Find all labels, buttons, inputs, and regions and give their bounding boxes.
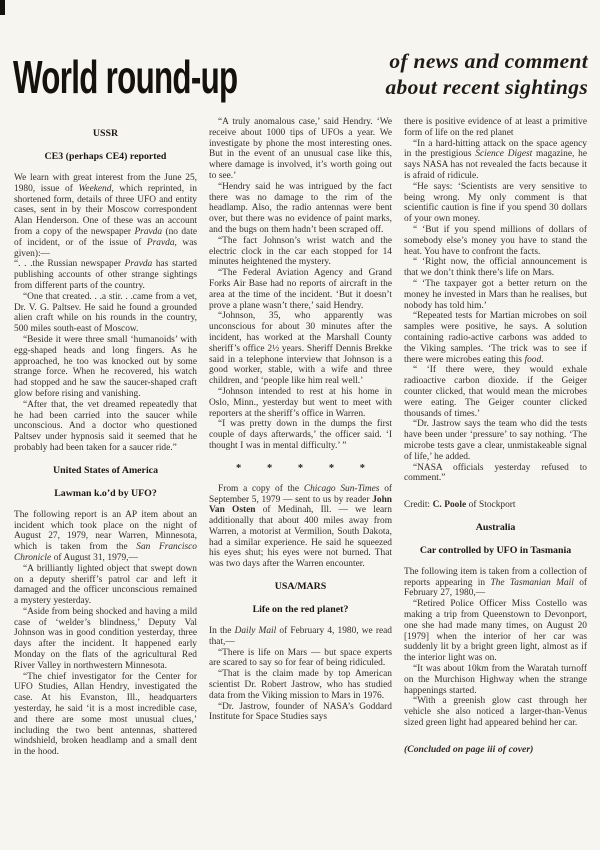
subtitle-line-1: of news and comment: [389, 49, 588, 73]
section-heading: USSR: [92, 128, 119, 139]
column-2: [209, 114, 392, 723]
scan-artifact-mark: [0, 0, 5, 15]
paragraph: “ ‘Right now, the official announcement is that we don’t think there’s life on Mars.: [404, 257, 587, 279]
paragraph: In the Daily Mail of February 4, 1980, we read that,—: [209, 626, 392, 647]
paragraph: “Retired Police Officer Miss Costello was making a trip from Queenstown to Devonport, one she had made many times, on August 20 [1979] when the interior of her car was suddenly lit by a bright green light, almost as if the interior light was on.: [404, 599, 587, 664]
paragraph: “Repeated tests for Martian microbes on soil samples were positive, he says. A solution containing radio-active carbons was added to the Viking samples. ‘The trick was to see if there were microbes eating this food.: [404, 311, 587, 365]
paragraph: “I was pretty down in the dumps the first couple of days afterwards,’ the officer said. ‘I thought I was in mental difficulty.’ ”: [209, 419, 392, 451]
paragraph: “Johnson intended to rest at his home in Oslo, Minn., yesterday but went to meet with reporters at the sheriff’s office in Warren.: [209, 386, 392, 419]
section-heading: Lawman k.o’d by UFO?: [54, 487, 157, 499]
page-title: World round-up: [13, 51, 238, 103]
column-3: [404, 114, 587, 756]
paragraph: “The chief investigator for the Center for UFO Studies, Allan Hendry, investigated the case. At his Evanston, Ill., headquarters yesterday, he said ‘it is a most incredible case, and there are some most unusual clues,’ including the two bent antennas, shattered windshield, broken headlamp and a small dent in the hood.: [14, 671, 197, 758]
paragraph: “That is the claim made by top American scientist Dr. Robert Jastrow, who has studied data from the Viking mission to Mars in 1976.: [209, 669, 392, 701]
section-heading: United States of America: [52, 464, 159, 476]
section-heading: Life on the red planet?: [252, 604, 349, 616]
asterisk-separator: [209, 463, 392, 474]
section-heading: CE3 (perhaps CE4) reported: [44, 151, 167, 162]
paragraph: “A brilliantly lighted object that swept down on a deputy sheriff’s patrol car and left it damaged and the officer unconscious remained a mystery yesterday.: [14, 563, 197, 607]
asterisk: *: [266, 462, 273, 474]
credit-line: Credit: C. Poole of Stockport: [404, 500, 516, 511]
asterisk: *: [328, 462, 335, 474]
paragraph: “. . .the Russian newspaper Pravda has started publishing accounts of other strange sightings from different parts of the country.: [14, 259, 197, 291]
paragraph: “In a hard-hitting attack on the space agency in the prestigious Science Digest magazine, he says NASA has not revealed the facts because it is afraid of ridicule.: [404, 138, 587, 181]
paragraph: “The fact Johnson’s wrist watch and the electric clock in the car each stopped for 14 minutes heightened the mystery.: [209, 235, 392, 268]
paragraph: “Johnson, 35, who apparently was unconscious for about 30 minutes after the incident, has worked at the Marshall County sheriff’s office 2½ years. Sheriff Dennis Brekke said in a telephone interview that Johnson is a good worker, stable, with a wife and three children, and ‘people like him real well.’: [209, 311, 392, 387]
asterisk: *: [359, 462, 365, 474]
paragraph: “After that, the vet dreamed repeatedly that he had been carried into the saucer while unconscious. And a doctor who questioned Paltsev under hypnosis said it seemed that he probably had been taken for a saucer ride.”: [14, 399, 197, 453]
paragraph: “ ‘If there were, they would exhale radioactive carbon dioxide. if the Geiger counter clicked, that would mean the microbes were eating. The Geiger counter clicked thousands of times.’: [404, 365, 587, 419]
paragraph: “He says: ‘Scientists are very sensitive to being wrong. My only comment is that scientific caution is fine if you spend 30 dollars of your own money.: [404, 181, 587, 225]
continuation-note: (Concluded on page iii of cover): [404, 743, 534, 755]
paragraph: “A truly anomalous case,’ said Hendry. ‘We receive about 1000 tips of UFOs a year. We investigate by phone the most interesting ones. But in the event of an unusual case like this, where damage is involved, it’s worth going out to see.’: [209, 117, 392, 181]
paragraph: “Dr. Jastrow, founder of NASA’s Goddard Institute for Space Studies says: [209, 701, 392, 723]
article-columns: [14, 114, 588, 758]
paragraph: “Dr. Jastrow says the team who did the tests have been under ‘pressure’ to say nothing. ‘The microbe tests gave a clear, unmistakeable signal of life,’ he added.: [404, 419, 587, 462]
paragraph: “ ‘But if you spend millions of dollars of somebody else’s money you have to stand the heat. You have to confront the facts.: [404, 224, 587, 257]
asterisk: *: [236, 462, 242, 474]
paragraph: “Hendry said he was intrigued by the fact there was no damage to the rim of the headlamp. Also, the radio antennas were bent over, but there was no evidence of paint marks, and the bugs on them hadn’t been scraped off.: [209, 181, 392, 235]
paragraph: “Aside from being shocked and having a mild case of ‘welder’s blindness,’ Deputy Val Johnson was in good condition yesterday, three days after the incident. It happened early Monday on the flats of the agricultural Red River Valley in northwestern Minnesota.: [14, 606, 198, 671]
page-subtitle: [385, 48, 588, 101]
paragraph: “One that created. . .a stir. . .came from a vet, Dr. V. G. Paltsev. He said he found a grounded alien craft while on his rounds in the country, 500 miles south-east of Moscow.: [14, 291, 197, 335]
paragraph: “ ‘The taxpayer got a better return on the money he invested in Mars than he realises, but nobody has told him.’: [404, 278, 587, 311]
paragraph: The following report is an AP item about an incident which took place on the night of August 27, 1979, near Warren, Minnesota, which is taken from the San Francisco Chronicle of August 31, 1979,—: [14, 509, 197, 563]
paragraph: there is positive evidence of at least a primitive form of life on the red planet: [404, 117, 587, 138]
asterisk: *: [297, 462, 304, 474]
paragraph: From a copy of the Chicago Sun-Times of September 5, 1979 — sent to us by reader John Van Osten of Medinah, Ill. — we learn additionally that about 400 miles away from Warren, a motorist at Vermilion, South Dakota, had a similar experience. He said he squeezed his eyes shut; his eyes were not burned. That was two days after the Warren encounter.: [209, 483, 392, 570]
column-1: [14, 114, 197, 758]
paragraph: “There is life on Mars — but space experts are scared to say so for fear of being ridiculed.: [209, 647, 392, 669]
paragraph: The following item is taken from a collection of reports appearing in The Tasmanian Mail of February 27, 1980,—: [404, 566, 588, 599]
section-heading: USA/MARS: [274, 581, 327, 593]
section-heading: Car controlled by UFO in Tasmania: [419, 544, 572, 556]
paragraph: We learn with great interest from the June 25, 1980, issue of Weekend, which reprinted, in shortened form, details of three UFO and entity cases, sent in by their Moscow correspondent Alan Henderson. One of these was an account from a copy of the newspaper Pravda (no date of incident, or of the issue of Pravda, was given):—: [14, 173, 197, 259]
paragraph: “It was about 10km from the Waratah turnoff on the Murchison Highway when the strange happenings started.: [404, 664, 587, 696]
paragraph: “Beside it were three small ‘humanoids’ with egg-shaped heads and long fingers. As he approached, he too was knocked out by some strange force. When he recovered, his watch had stopped and he saw the saucer-shaped craft glow before rising and vanishing.: [14, 334, 197, 399]
paragraph: “With a greenish glow cast through her vehicle she also noticed a larger-than-Venus sized green light had appeared behind her car.: [404, 696, 587, 729]
subtitle-line-2: about recent sightings: [385, 75, 588, 100]
paragraph: “The Federal Aviation Agency and Grand Forks Air Base had no reports of aircraft in the area at the time of the incident. ‘But it doesn’t prove a plane wasn’t there,’ said Hendry.: [209, 268, 392, 311]
paragraph: “NASA officials yesterday refused to comment.”: [404, 462, 587, 484]
section-heading: Australia: [475, 521, 516, 533]
